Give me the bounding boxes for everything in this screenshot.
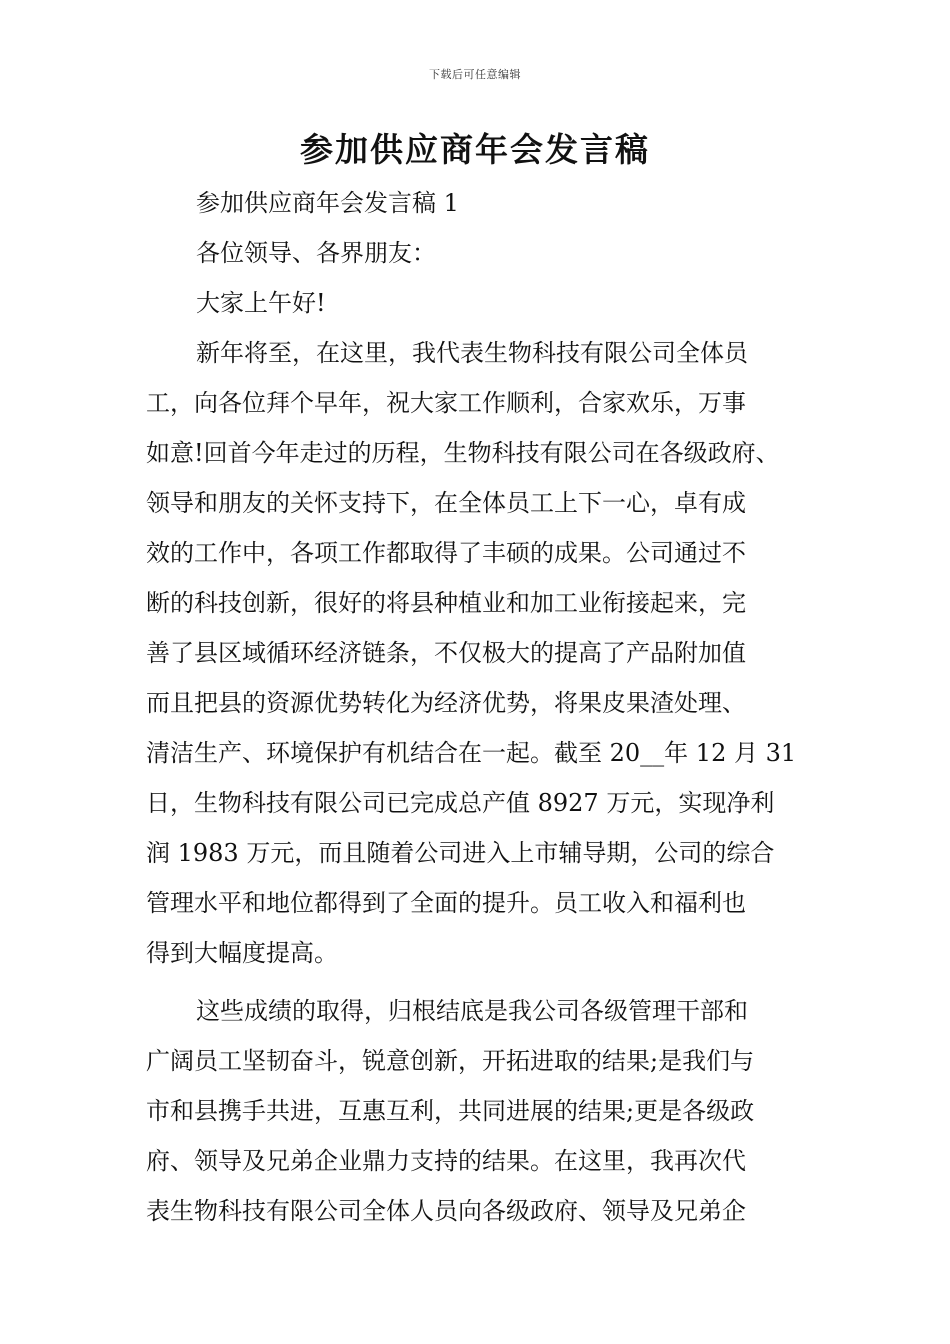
paragraph-line: 广阔员工坚韧奋斗，锐意创新，开拓进取的结果;是我们与 — [146, 1047, 755, 1075]
document-title: 参加供应商年会发言稿 — [300, 130, 650, 169]
greeting: 大家上午好! — [196, 289, 326, 317]
paragraph-line: 得到大幅度提高。 — [146, 939, 338, 967]
paragraph-line: 管理水平和地位都得到了全面的提升。员工收入和福利也 — [146, 889, 746, 917]
paragraph-line: 领导和朋友的关怀支持下，在全体员工上下一心，卓有成 — [146, 489, 746, 517]
paragraph-line: 日，生物科技有限公司已完成总产值 8927 万元，实现净利 — [146, 789, 775, 817]
paragraph-1 — [146, 328, 822, 978]
paragraph-spacer — [146, 978, 822, 986]
paragraph-line: 清洁生产、环境保护有机结合在一起。截至 20__年 12 月 31 — [146, 739, 797, 767]
paragraph-line: 润 1983 万元，而且随着公司进入上市辅导期，公司的综合 — [146, 839, 775, 867]
salutation: 各位领导、各界朋友： — [196, 239, 436, 267]
header-note: 下载后可任意编辑 — [429, 68, 521, 81]
document-subtitle: 参加供应商年会发言稿 1 — [196, 189, 459, 217]
paragraph-line: 善了县区域循环经济链条，不仅极大的提高了产品附加值 — [146, 639, 746, 667]
paragraph-line: 断的科技创新，很好的将县种植业和加工业衔接起来，完 — [146, 589, 746, 617]
paragraph-line: 府、领导及兄弟企业鼎力支持的结果。在这里，我再次代 — [146, 1147, 746, 1175]
paragraph-line: 效的工作中，各项工作都取得了丰硕的成果。公司通过不 — [146, 539, 746, 567]
paragraph-2 — [146, 986, 822, 1236]
paragraph-line: 而且把县的资源优势转化为经济优势，将果皮果渣处理、 — [146, 689, 746, 717]
paragraph-line: 新年将至，在这里，我代表生物科技有限公司全体员 — [196, 339, 748, 367]
paragraph-line: 这些成绩的取得，归根结底是我公司各级管理干部和 — [196, 997, 748, 1025]
paragraph-line: 如意!回首今年走过的历程，生物科技有限公司在各级政府、 — [146, 439, 780, 467]
paragraph-line: 工，向各位拜个早年，祝大家工作顺利，合家欢乐，万事 — [146, 389, 746, 417]
paragraph-line: 市和县携手共进，互惠互利，共同进展的结果;更是各级政 — [146, 1097, 755, 1125]
document-body — [146, 178, 822, 1236]
paragraph-line: 表生物科技有限公司全体人员向各级政府、领导及兄弟企 — [146, 1197, 746, 1225]
